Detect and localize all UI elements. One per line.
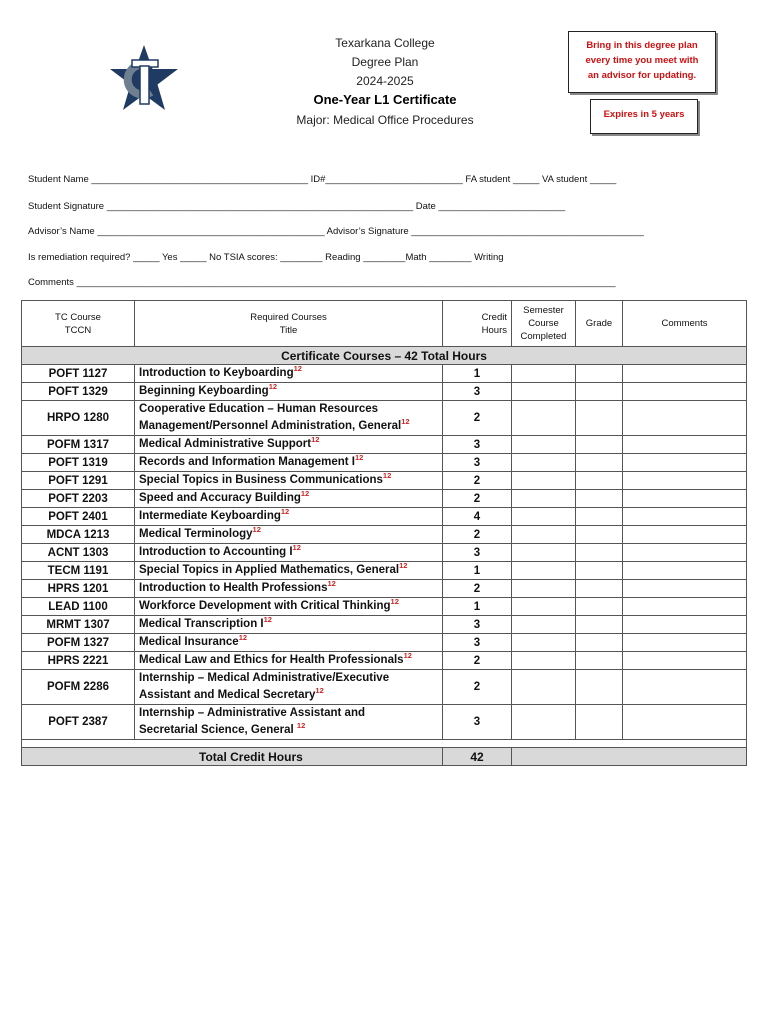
table-row: [22, 634, 747, 652]
course-code: POFT 1329: [22, 383, 135, 401]
footnote-marker: 12: [315, 686, 324, 696]
course-title-cell: [135, 526, 443, 544]
comments-cell[interactable]: [623, 436, 747, 454]
advisor-notice-line-1: Bring in this degree plan: [586, 40, 698, 51]
grade-cell[interactable]: [576, 598, 623, 616]
advisor-name-line[interactable]: Advisor’s Name ___________________________________________ Advisor’s Signature ____________________________________________: [28, 226, 644, 237]
total-row: [22, 748, 747, 766]
grade-cell[interactable]: [576, 526, 623, 544]
course-title-cell: [135, 634, 443, 652]
col-header-title: Required Courses Title: [135, 301, 443, 347]
course-code: HRPO 1280: [22, 401, 135, 436]
table-row: [22, 598, 747, 616]
major-label: Major: Medical Office Procedures: [296, 113, 474, 127]
degree-plan-table: [21, 300, 747, 766]
semester-cell[interactable]: [512, 365, 576, 383]
table-row: [22, 705, 747, 740]
academic-year: 2024-2025: [356, 74, 414, 88]
comments-cell[interactable]: [623, 616, 747, 634]
credit-hours: 2: [443, 526, 512, 544]
semester-cell[interactable]: [512, 508, 576, 526]
course-title-continued: Management/Personnel Administration, General: [139, 420, 402, 432]
grade-cell[interactable]: [576, 490, 623, 508]
course-title-cell: [135, 705, 443, 740]
remediation-line[interactable]: Is remediation required? _____ Yes _____ No TSIA scores: ________ Reading ________Math ________ Writing: [28, 252, 504, 263]
credit-hours: 3: [443, 634, 512, 652]
course-title: Special Topics in Applied Mathematics, General: [139, 564, 400, 576]
credit-hours: 3: [443, 616, 512, 634]
semester-cell[interactable]: [512, 436, 576, 454]
semester-cell[interactable]: [512, 562, 576, 580]
advisor-notice-box: [568, 31, 716, 93]
course-title-cell: [135, 401, 443, 436]
semester-cell[interactable]: [512, 580, 576, 598]
credit-hours: 2: [443, 652, 512, 670]
table-row: [22, 365, 747, 383]
credit-hours: 2: [443, 580, 512, 598]
course-title: Medical Administrative Support: [139, 438, 312, 450]
course-title: Intermediate Keyboarding: [139, 510, 281, 522]
credit-hours: 1: [443, 365, 512, 383]
semester-cell[interactable]: [512, 472, 576, 490]
comments-cell[interactable]: [623, 365, 747, 383]
course-title-cell: [135, 490, 443, 508]
footnote-marker: 12: [268, 382, 278, 392]
student-name-line[interactable]: Student Name _________________________________________ ID#__________________________ FA student _____ VA student _____: [28, 174, 617, 185]
credit-hours: 3: [443, 454, 512, 472]
table-row: [22, 401, 747, 436]
course-title: Medical Terminology: [139, 528, 253, 540]
course-code: POFM 2286: [22, 670, 135, 705]
footnote-marker: 12: [390, 597, 399, 607]
grade-cell[interactable]: [576, 670, 623, 705]
footnote-marker: 12: [401, 417, 410, 427]
expiration-notice: Expires in 5 years: [590, 99, 698, 134]
course-title-cell: [135, 454, 443, 472]
table-row: [22, 472, 747, 490]
credit-hours: 4: [443, 508, 512, 526]
table-row: [22, 670, 747, 705]
grade-cell[interactable]: [576, 436, 623, 454]
footnote-marker: 12: [399, 561, 408, 571]
course-title-cell: [135, 580, 443, 598]
course-code: HPRS 2221: [22, 652, 135, 670]
grade-cell[interactable]: [576, 616, 623, 634]
comments-line[interactable]: Comments ______________________________________________________________________________________________________: [28, 277, 616, 288]
credit-hours: 2: [443, 490, 512, 508]
total-value: 42: [443, 748, 512, 766]
course-code: POFT 2203: [22, 490, 135, 508]
credit-hours: 3: [443, 436, 512, 454]
semester-cell[interactable]: [512, 544, 576, 562]
course-title: Medical Law and Ethics for Health Professionals: [139, 654, 404, 666]
comments-cell[interactable]: [623, 652, 747, 670]
course-code: POFM 1327: [22, 634, 135, 652]
comments-cell[interactable]: [623, 562, 747, 580]
comments-cell[interactable]: [623, 454, 747, 472]
table-row: [22, 562, 747, 580]
credit-hours: 3: [443, 544, 512, 562]
footnote-marker: 12: [300, 489, 310, 499]
semester-cell[interactable]: [512, 670, 576, 705]
table-row: [22, 454, 747, 472]
course-title: Introduction to Health Professions: [139, 582, 328, 594]
credit-hours: 1: [443, 562, 512, 580]
comments-cell[interactable]: [623, 401, 747, 436]
table-row: [22, 616, 747, 634]
semester-cell[interactable]: [512, 401, 576, 436]
course-title-cell: [135, 562, 443, 580]
course-title-cell: [135, 598, 443, 616]
semester-cell[interactable]: [512, 616, 576, 634]
grade-cell[interactable]: [576, 472, 623, 490]
footnote-marker: 12: [263, 615, 272, 625]
course-title: Special Topics in Business Communications: [139, 474, 383, 486]
course-title: Introduction to Keyboarding: [139, 367, 294, 379]
course-title-cell: [135, 616, 443, 634]
grade-cell[interactable]: [576, 401, 623, 436]
comments-cell[interactable]: [623, 670, 747, 705]
comments-cell[interactable]: [623, 598, 747, 616]
credit-hours: 2: [443, 670, 512, 705]
credit-hours: 2: [443, 401, 512, 436]
semester-cell[interactable]: [512, 454, 576, 472]
col-header-credit: Credit Hours: [443, 301, 512, 347]
table-row: [22, 526, 747, 544]
footnote-marker: 12: [252, 525, 261, 535]
course-code: LEAD 1100: [22, 598, 135, 616]
semester-cell[interactable]: [512, 383, 576, 401]
course-code: TECM 1191: [22, 562, 135, 580]
course-title-cell: [135, 472, 443, 490]
grade-cell[interactable]: [576, 562, 623, 580]
course-title: Workforce Development with Critical Thinking: [139, 600, 391, 612]
table-row: [22, 436, 747, 454]
footnote-marker: 12: [327, 579, 336, 589]
credit-hours: 1: [443, 598, 512, 616]
comments-cell[interactable]: [623, 705, 747, 740]
footnote-marker: 12: [292, 543, 301, 553]
comments-cell[interactable]: [623, 580, 747, 598]
table-row: [22, 580, 747, 598]
section-title: Certificate Courses – 42 Total Hours: [22, 347, 747, 365]
semester-cell[interactable]: [512, 490, 576, 508]
course-title: Medical Insurance: [139, 636, 239, 648]
semester-cell[interactable]: [512, 634, 576, 652]
col-header-grade: Grade: [576, 301, 623, 347]
table-header-row: [22, 301, 747, 347]
comments-cell[interactable]: [623, 383, 747, 401]
comments-cell[interactable]: [623, 490, 747, 508]
course-title-cell: [135, 508, 443, 526]
col-header-course: TC Course TCCN: [22, 301, 135, 347]
course-code: POFT 1319: [22, 454, 135, 472]
student-signature-line[interactable]: Student Signature __________________________________________________________ Date ________________________: [28, 201, 566, 212]
advisor-notice-line-3: an advisor for updating.: [587, 70, 697, 81]
grade-cell[interactable]: [576, 634, 623, 652]
grade-cell[interactable]: [576, 365, 623, 383]
col-header-semester: Semester Course Completed: [512, 301, 576, 347]
course-title-cell: [135, 365, 443, 383]
course-code: HPRS 1201: [22, 580, 135, 598]
semester-cell[interactable]: [512, 705, 576, 740]
comments-cell[interactable]: [623, 634, 747, 652]
course-title: Beginning Keyboarding: [139, 385, 269, 397]
grade-cell[interactable]: [576, 544, 623, 562]
table-row: [22, 544, 747, 562]
grade-cell[interactable]: [576, 580, 623, 598]
grade-cell[interactable]: [576, 652, 623, 670]
footnote-marker: 12: [382, 471, 392, 481]
page-title: One-Year L1 Certificate: [313, 92, 457, 107]
semester-cell[interactable]: [512, 526, 576, 544]
course-title-continued: Assistant and Medical Secretary: [139, 689, 316, 701]
course-code: MRMT 1307: [22, 616, 135, 634]
course-title-cell: [135, 652, 443, 670]
course-title: Medical Transcription I: [139, 618, 264, 630]
footnote-marker: 12: [403, 651, 412, 661]
semester-cell[interactable]: [512, 652, 576, 670]
footnote-marker: 12: [280, 507, 290, 517]
document-type: Degree Plan: [351, 55, 419, 69]
course-code: MDCA 1213: [22, 526, 135, 544]
course-title-cell: [135, 383, 443, 401]
course-code: POFT 2387: [22, 705, 135, 740]
comments-cell[interactable]: [623, 472, 747, 490]
comments-cell[interactable]: [623, 508, 747, 526]
comments-cell[interactable]: [623, 526, 747, 544]
table-row: [22, 508, 747, 526]
course-title: Internship – Administrative Assistant and: [139, 707, 366, 719]
spacer-row: [22, 740, 747, 748]
course-title: Cooperative Education – Human Resources: [139, 403, 379, 415]
course-title: Records and Information Management I: [139, 456, 355, 468]
footnote-marker: 12: [238, 633, 248, 643]
course-title-cell: [135, 670, 443, 705]
footnote-marker: 12: [296, 721, 306, 731]
footnote-marker: 12: [354, 453, 364, 463]
course-code: POFT 1127: [22, 365, 135, 383]
table-row: [22, 490, 747, 508]
credit-hours: 3: [443, 383, 512, 401]
course-code: POFT 1291: [22, 472, 135, 490]
college-name: Texarkana College: [335, 36, 435, 50]
comments-cell[interactable]: [623, 544, 747, 562]
footnote-marker: 12: [311, 435, 320, 445]
course-code: POFT 2401: [22, 508, 135, 526]
course-title-cell: [135, 436, 443, 454]
advisor-notice-line-2: every time you meet with: [585, 55, 699, 66]
course-title-cell: [135, 544, 443, 562]
semester-cell[interactable]: [512, 598, 576, 616]
grade-cell[interactable]: [576, 454, 623, 472]
total-label: Total Credit Hours: [22, 748, 443, 766]
table-row: [22, 652, 747, 670]
col-header-comments: Comments: [623, 301, 747, 347]
course-title-continued: Secretarial Science, General: [139, 724, 297, 736]
course-title: Speed and Accuracy Building: [139, 492, 301, 504]
course-title: Introduction to Accounting I: [139, 546, 293, 558]
section-row: [22, 347, 747, 365]
course-code: POFM 1317: [22, 436, 135, 454]
footnote-marker: 12: [293, 364, 302, 374]
grade-cell[interactable]: [576, 383, 623, 401]
course-list: [22, 365, 747, 740]
table-row: [22, 383, 747, 401]
course-code: ACNT 1303: [22, 544, 135, 562]
credit-hours: 2: [443, 472, 512, 490]
course-title: Internship – Medical Administrative/Executive: [139, 672, 390, 684]
grade-cell[interactable]: [576, 508, 623, 526]
grade-cell[interactable]: [576, 705, 623, 740]
credit-hours: 3: [443, 705, 512, 740]
